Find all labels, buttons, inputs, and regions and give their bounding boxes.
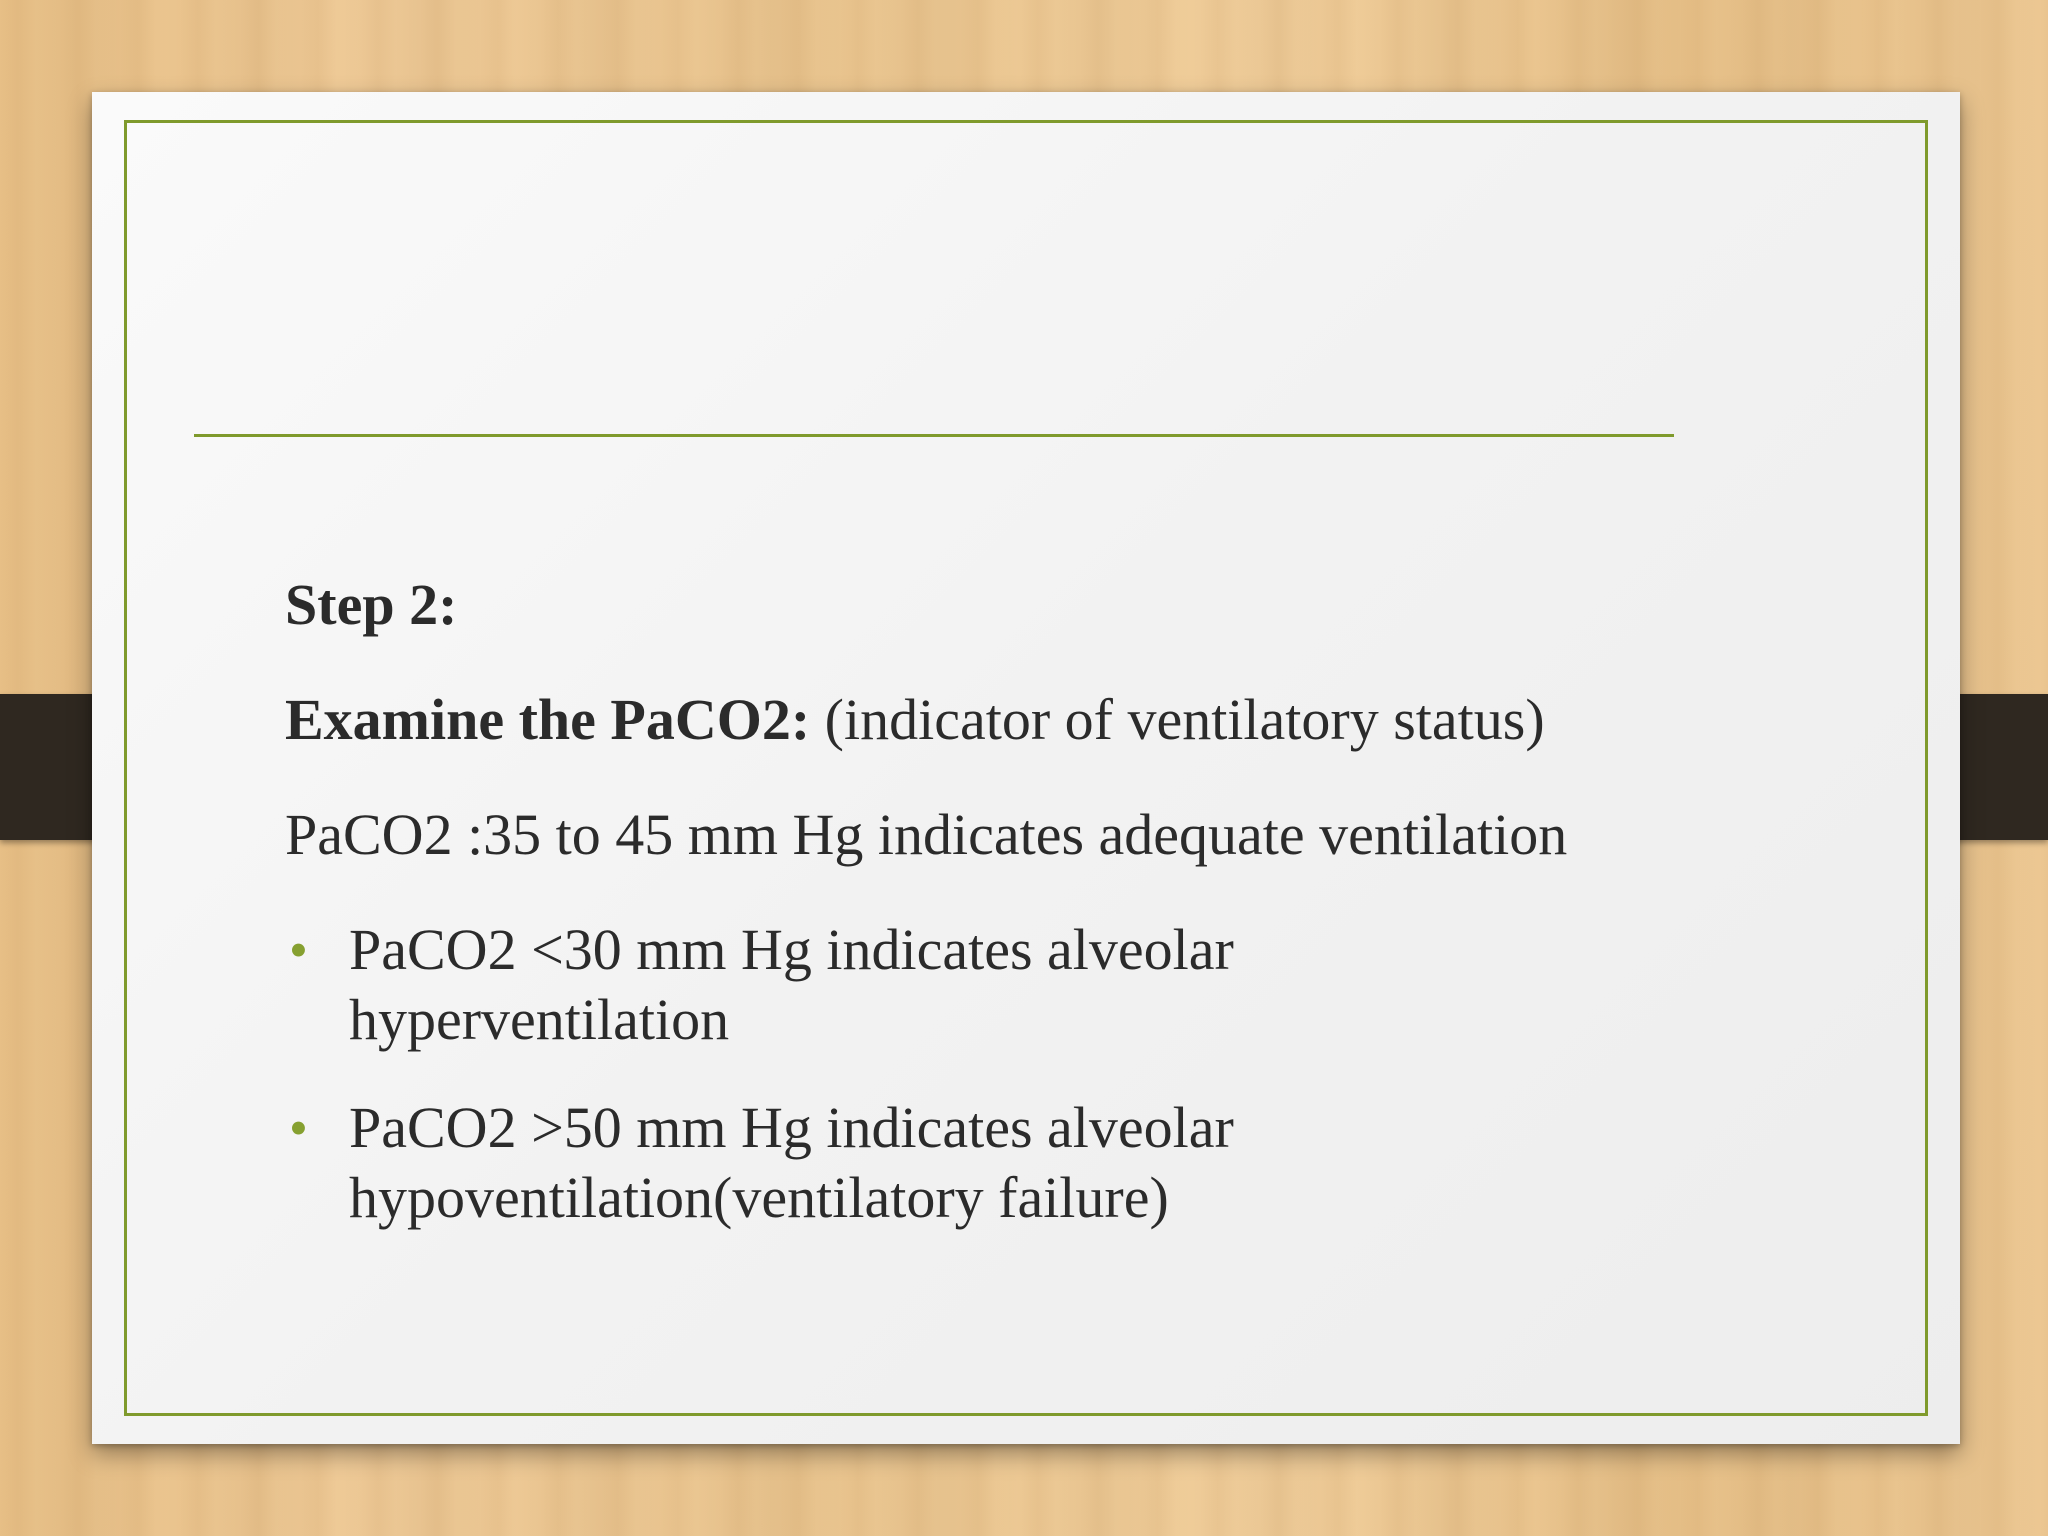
bullet-icon: • — [289, 920, 308, 980]
title-divider — [194, 434, 1674, 437]
bullet-icon: • — [289, 1098, 308, 1158]
normal-range-line: PaCO2 :35 to 45 mm Hg indicates adequate ventilation — [285, 802, 1568, 867]
list-item — [285, 1093, 1449, 1233]
examine-label: Examine the PaCO2: — [285, 687, 811, 752]
bullet-list — [285, 915, 1785, 1233]
step-heading: Step 2: — [285, 572, 458, 637]
bullet-text: PaCO2 >50 mm Hg indicates alveolar hypoventilation(ventilatory failure) — [349, 1095, 1234, 1230]
slide-body — [285, 570, 1785, 1271]
bullet-text: PaCO2 <30 mm Hg indicates alveolar hyperventilation — [349, 917, 1234, 1052]
examine-line — [285, 685, 1785, 755]
list-item — [285, 915, 1449, 1055]
examine-note: (indicator of ventilatory status) — [824, 687, 1545, 752]
